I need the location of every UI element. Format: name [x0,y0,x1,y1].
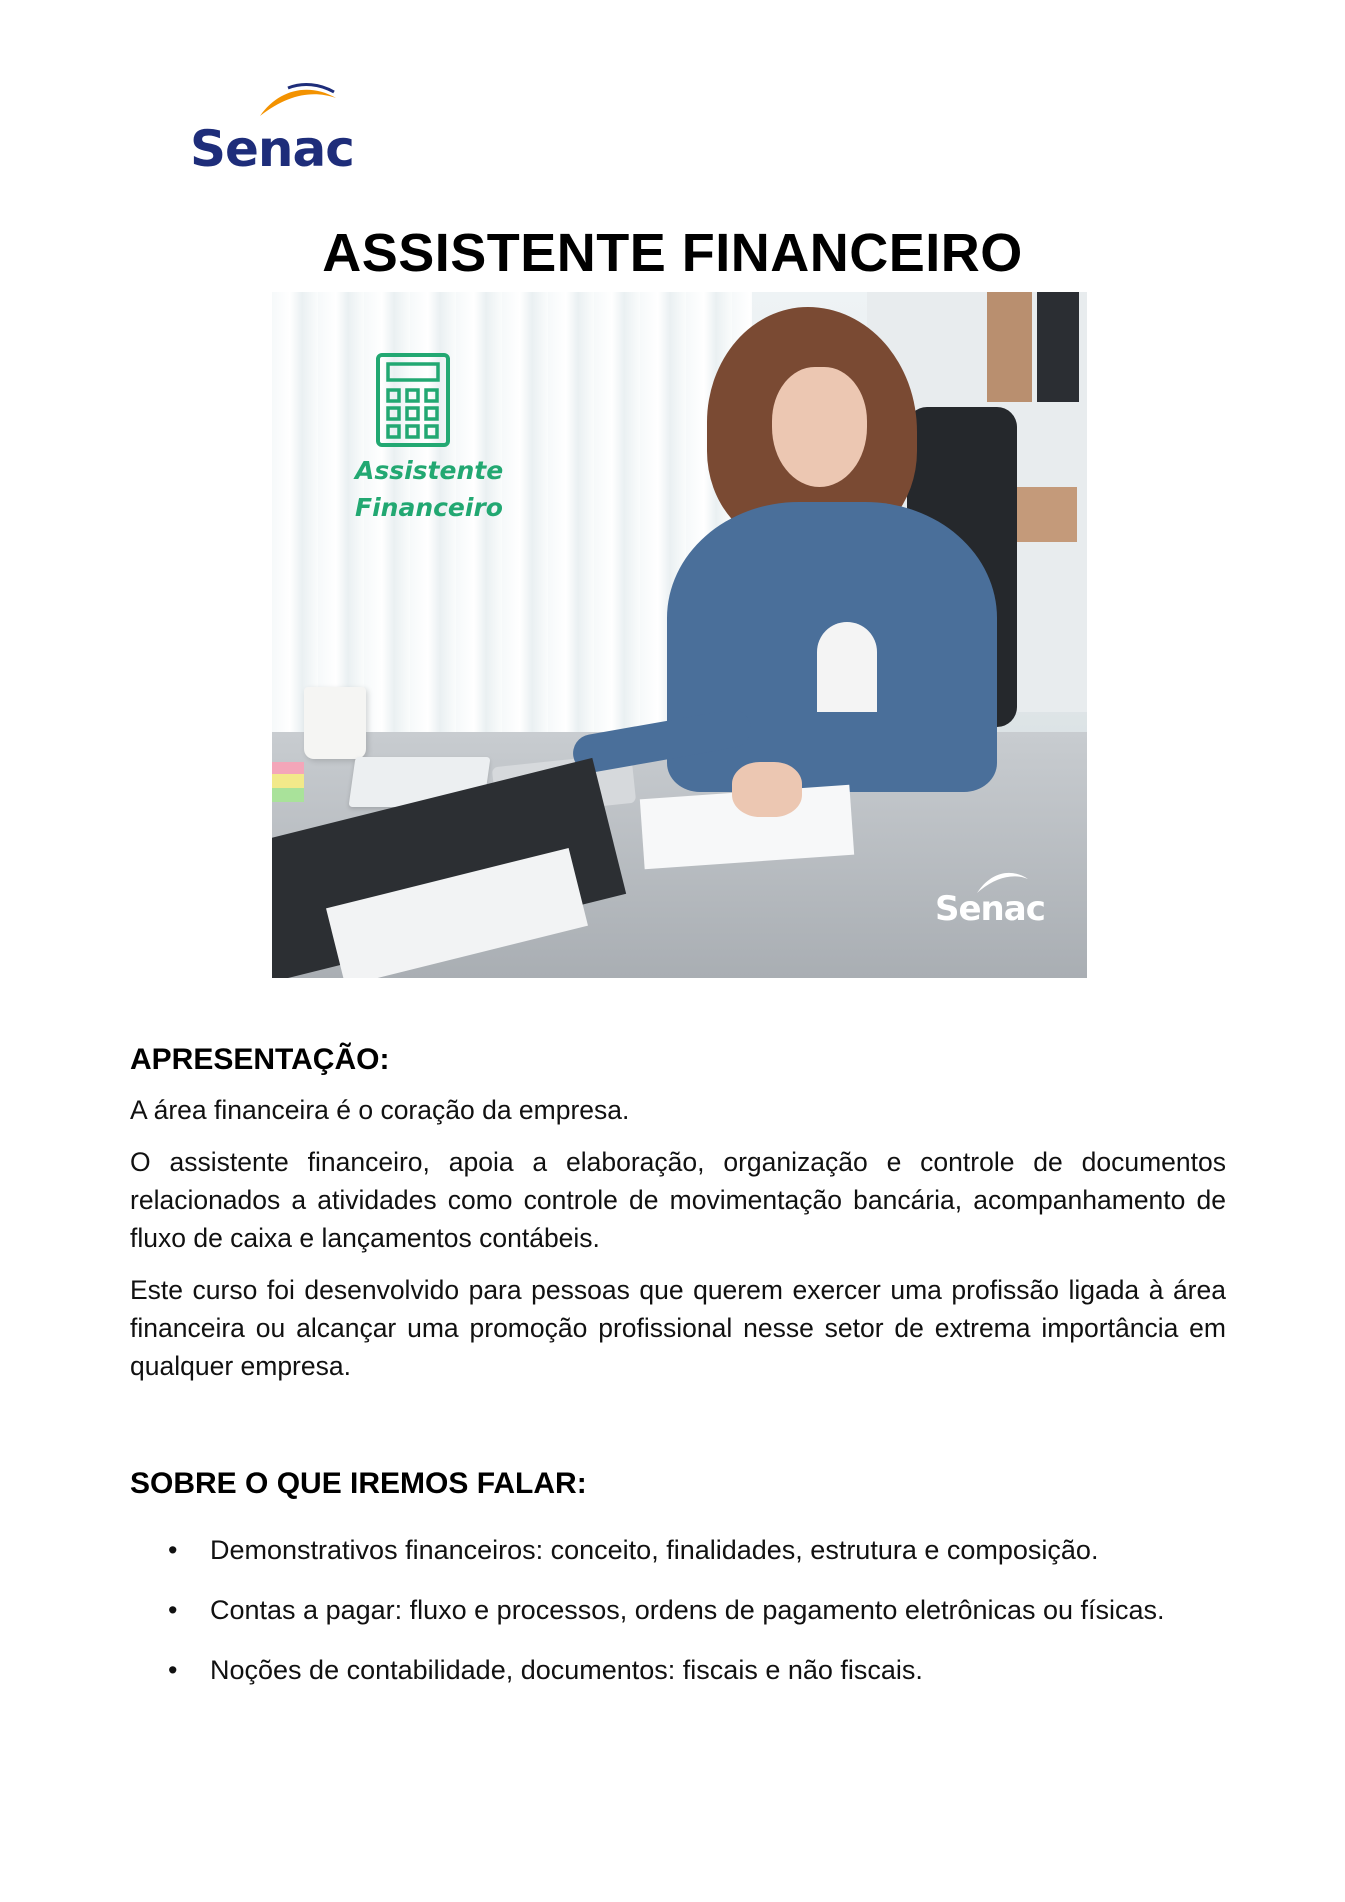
photo-woman-face [772,367,867,487]
photo-binder-upright [1037,292,1079,402]
list-item-text: Contas a pagar: fluxo e processos, ordens de pagamento eletrônicas ou físicas. [210,1595,1165,1625]
photo-mug [304,687,366,759]
list-item [130,1591,1226,1629]
photo-logo-wordmark: Senac [935,889,1045,929]
presentation-paragraph: O assistente financeiro, apoia a elaboração, organização e controle de documentos relacionados a atividades como controle de movimentação bancária, acompanhamento de fluxo de caixa e lançamentos contábeis. [130,1147,1226,1253]
presentation-section [130,1043,1226,1399]
presentation-paragraph: Este curso foi desenvolvido para pessoas que querem exercer uma profissão ligada à área financeira ou alcançar uma promoção profissional nesse setor de extrema importância em qualquer empresa. [130,1275,1226,1381]
logo-swoosh-icon [258,80,338,120]
bullet-icon: • [168,1655,178,1685]
list-item-text: Noções de contabilidade, documentos: fiscais e não fiscais. [210,1655,923,1685]
photo-box [1007,487,1077,542]
page-title: ASSISTENTE FINANCEIRO [322,223,1023,283]
bullet-icon: • [168,1535,178,1565]
photo-caption-line2: Financeiro [355,493,503,522]
calculator-icon [375,352,451,448]
hero-photo [272,292,1087,978]
photo-box [987,292,1032,402]
photo-caption-line1: Assistente [355,456,504,485]
photo-sticky-notes [272,762,304,802]
photo-woman-top [817,622,877,712]
list-item [130,1651,1226,1689]
bullet-icon: • [168,1595,178,1625]
topics-heading: SOBRE O QUE IREMOS FALAR: [130,1467,587,1500]
list-item-text: Demonstrativos financeiros: conceito, finalidades, estrutura e composição. [210,1535,1099,1565]
photo-woman-hand [732,762,802,817]
photo-caption [355,452,503,526]
presentation-paragraph: A área financeira é o coração da empresa. [130,1095,630,1125]
list-item [130,1531,1226,1569]
logo-wordmark: Senac [190,120,354,178]
photo-senac-logo [935,867,1055,937]
topics-list [130,1531,1226,1689]
presentation-heading: APRESENTAÇÃO: [130,1043,390,1076]
senac-logo [190,80,360,180]
topics-section [130,1467,1226,1711]
